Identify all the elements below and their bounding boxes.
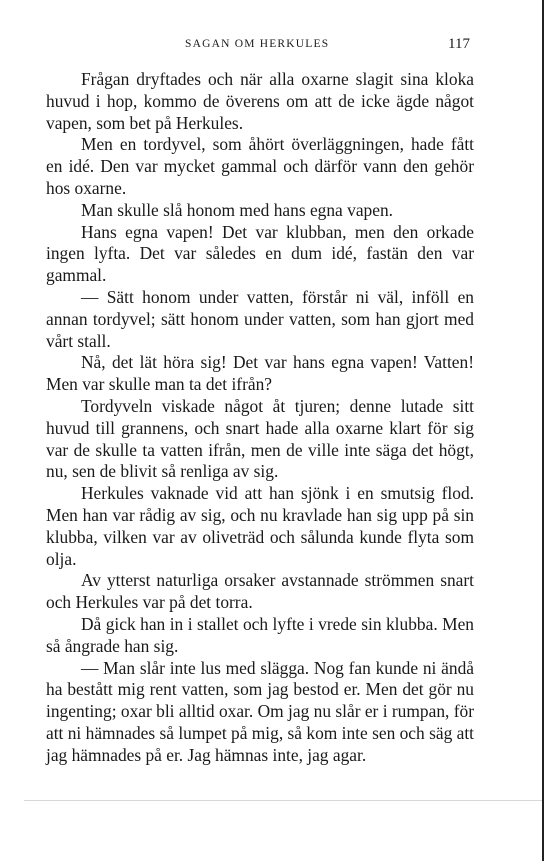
- paragraph: — Man slår inte lus med slägga. Nog fan kunde ni ändå ha bestått mig rent vatten, som jag bestod er. Men det gör nu ingenting; oxar bli alltid oxar. Om jag nu slår er i rumpan, för att ni hämnades så lumpet på mig, så kom inte sen och säg att jag hämnades på er. Jag hämnas inte, jag agar.: [46, 657, 474, 765]
- paragraph: Frågan dryftades och när alla oxarne slagit sina kloka huvud i hop, kommo de överens om att de icke ägde något vapen, som bet på Herkules.: [46, 69, 474, 133]
- paragraph: Hans egna vapen! Det var klubban, men den orkade ingen lyfta. Det var således en dum idé, fastän den var gammal.: [46, 221, 474, 286]
- page-number: 117: [448, 36, 470, 52]
- paragraph: Herkules vaknade vid att han sjönk i en smutsig flod. Men han var rådig av sig, och nu kravlade han sig upp på sin klubba, vilken var av oliveträd och sålunda kunde flyta som olja.: [46, 483, 474, 569]
- paragraph: Men en tordyvel, som åhört överläggningen, hade fått en idé. Den var mycket gammal och därför vann den gehör hos oxarne.: [46, 134, 474, 198]
- bottom-rule: [24, 800, 542, 801]
- paragraph: Då gick han in i stallet och lyfte i vrede sin klubba. Men så ångrade han sig.: [46, 613, 474, 656]
- running-head: SAGAN OM HERKULES: [185, 38, 330, 50]
- body-text: [46, 69, 474, 767]
- paragraph: — Sätt honom under vatten, förstår ni väl, inföll en annan tordyvel; sätt honom under vatten, som han gjort med vårt stall.: [46, 286, 474, 351]
- paragraph: Nå, det lät höra sig! Det var hans egna vapen! Vatten! Men var skulle man ta det ifrån?: [46, 352, 474, 395]
- paragraph: Man skulle slå honom med hans egna vapen.: [81, 199, 393, 220]
- paragraph: Av ytterst naturliga orsaker avstannade strömmen snart och Herkules var på det torra.: [46, 570, 474, 613]
- paragraph: Tordyveln viskade något åt tjuren; denne lutade sitt huvud till grannens, och snart hade alla oxarne klart för sig var de skulle ta vatten ifrån, men de ville inte säga det högt, nu, sen de blivit så renliga av sig.: [46, 395, 474, 482]
- page-header: [0, 36, 544, 56]
